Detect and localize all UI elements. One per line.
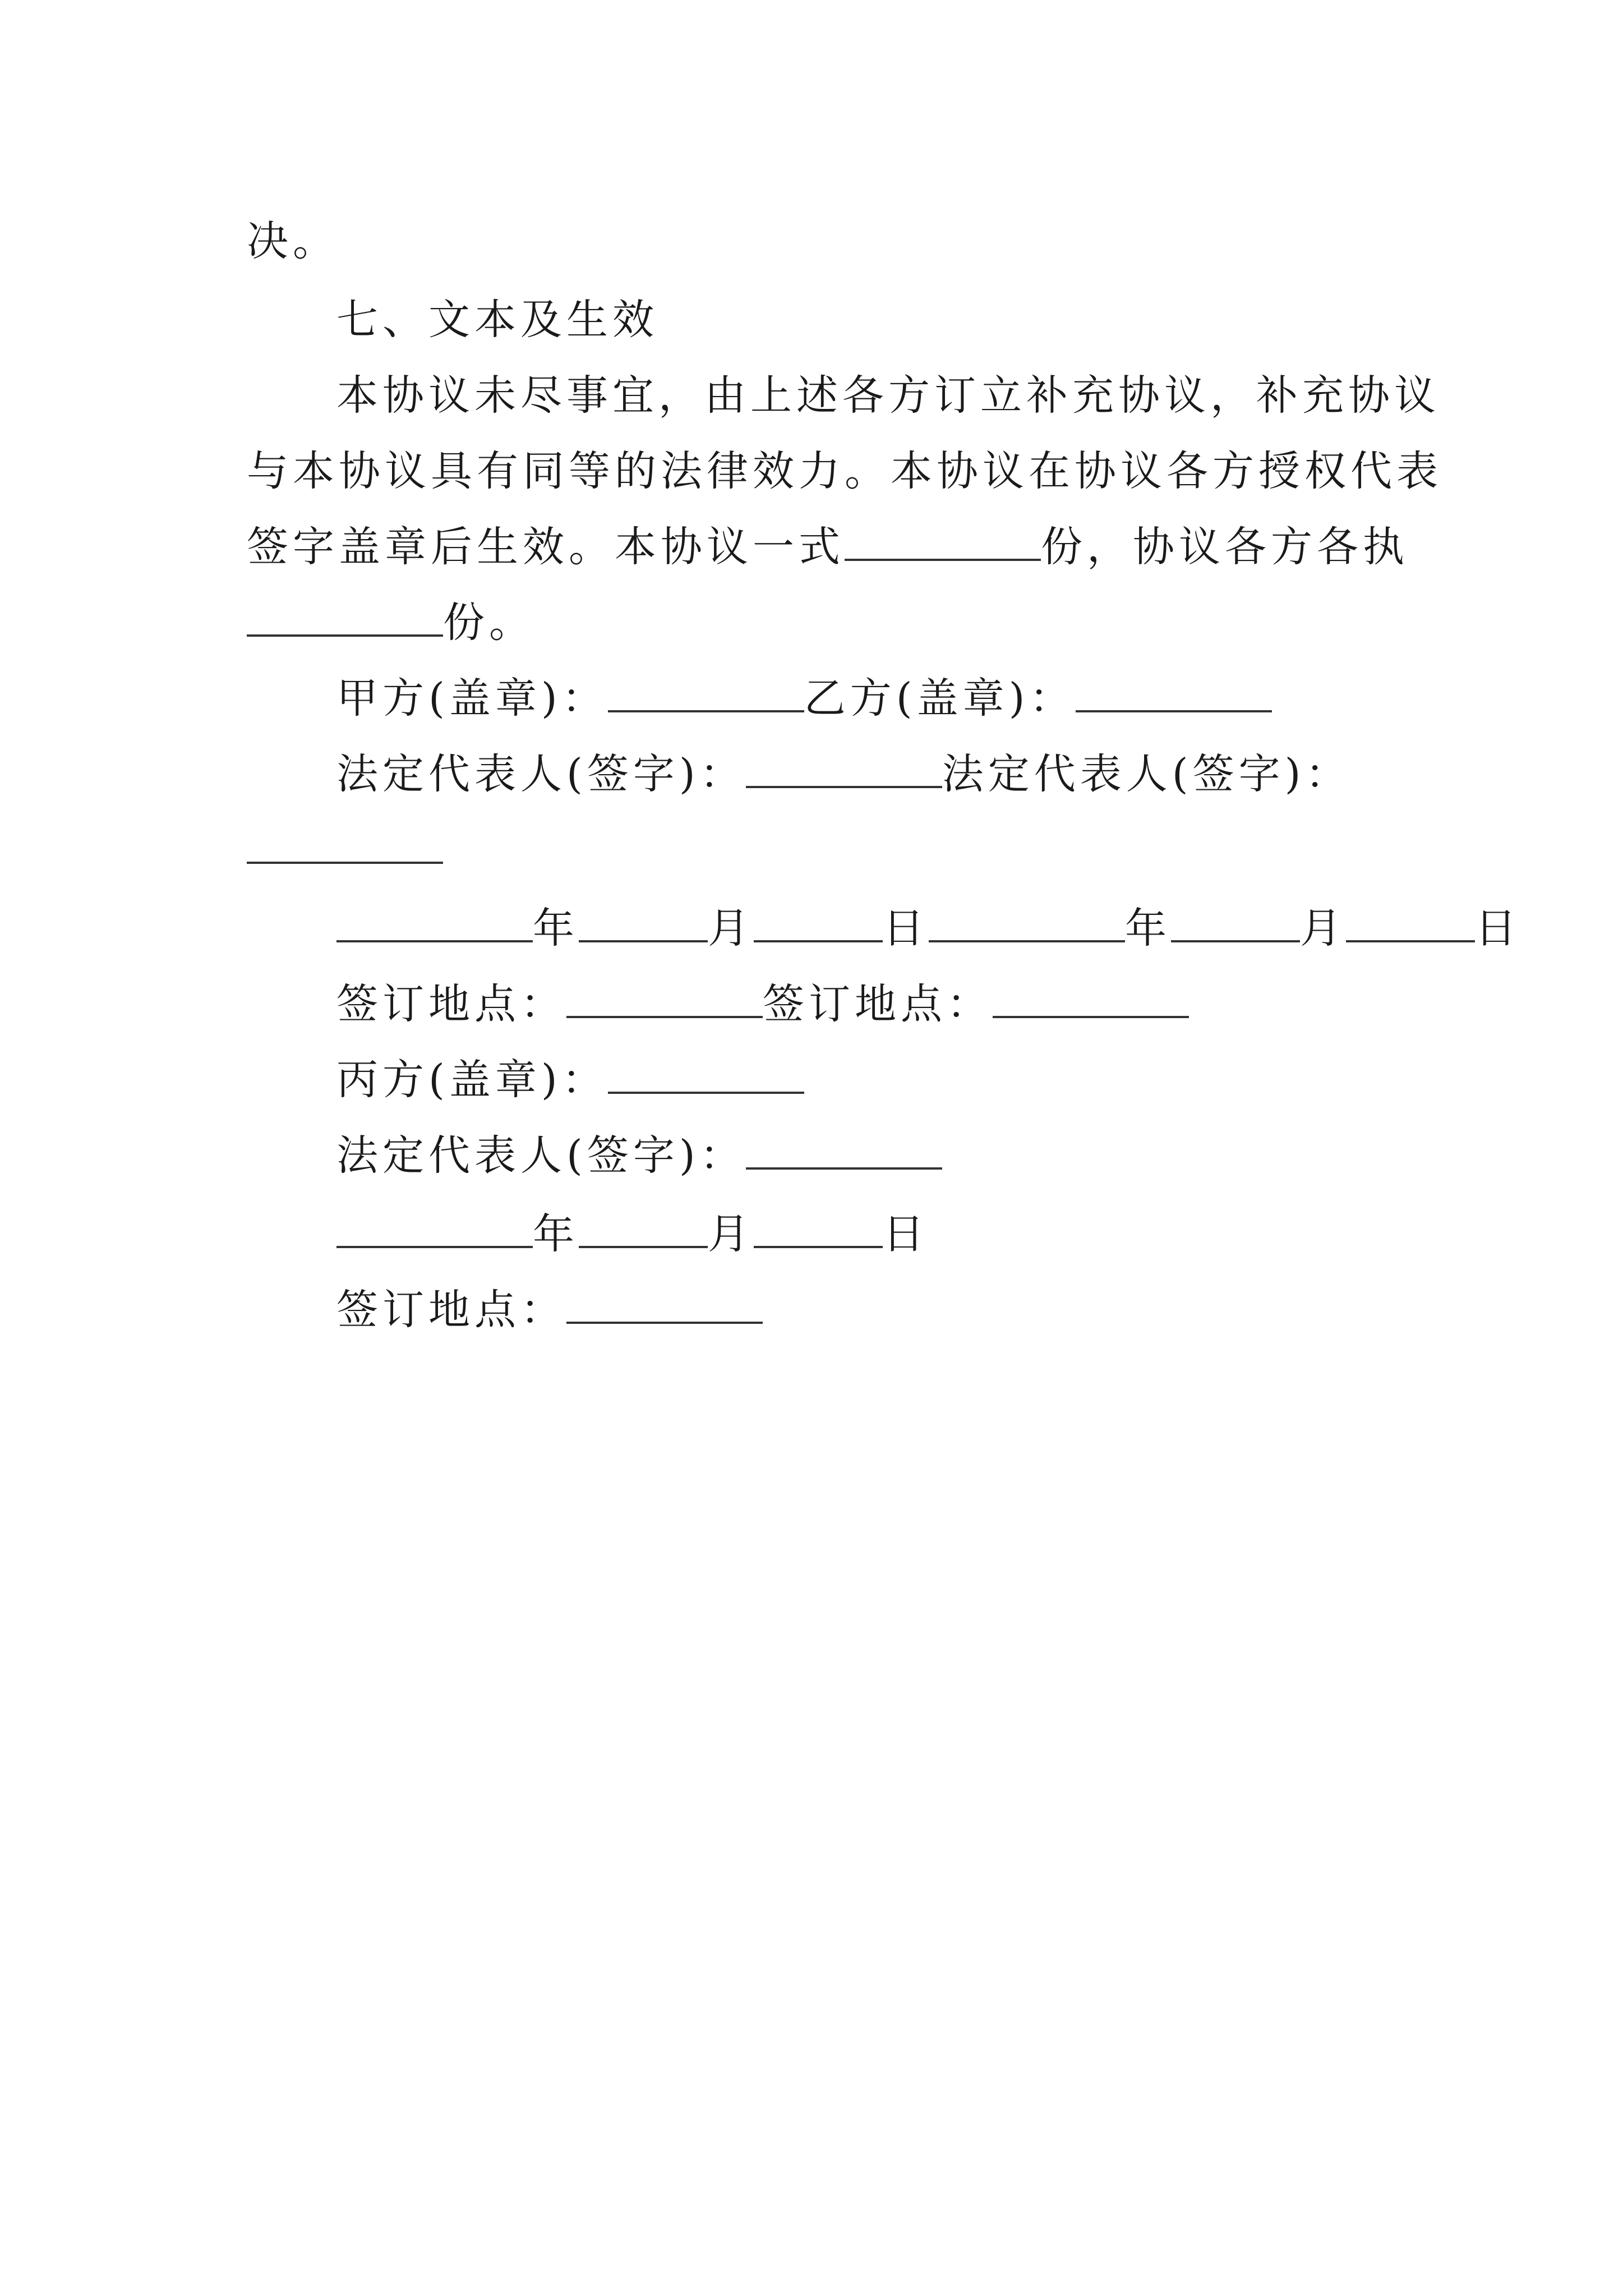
date-c-day-blank[interactable] [754,1207,883,1248]
year-label: 年 [533,1210,579,1258]
paragraph-text: 份，协议各方各执 [1041,523,1409,571]
legal-rep-b-label: 法定代表人(签字)： [942,750,1352,798]
day-label: 日 [883,1210,929,1258]
date-row-a-b [336,900,1521,956]
legal-rep-a-label: 法定代表人(签字)： [336,750,746,798]
date-a-year-blank[interactable] [336,901,533,942]
paragraph-line-1 [336,367,1481,424]
date-row-c [336,1206,1481,1262]
date-b-year-blank[interactable] [929,901,1125,942]
paragraph-text: 与本协议具有同等的法律效力。本协议在协议各方授权代表 [247,447,1442,495]
party-a-seal-blank[interactable] [608,671,804,712]
day-label: 日 [883,904,929,953]
copies-each-blank[interactable] [247,595,443,637]
date-c-year-blank[interactable] [336,1207,533,1248]
signing-place-row-a-b [336,976,1481,1032]
paragraph-text: 份。 [443,599,535,647]
legal-rep-b-blank[interactable] [247,828,443,864]
legal-rep-c-label: 法定代表人(签字)： [336,1131,746,1180]
party-a-seal-label: 甲方(盖章)： [336,674,608,723]
text-fragment: 决。 [247,217,339,265]
date-a-day-blank[interactable] [754,901,883,942]
paragraph-text: 签字盖章后生效。本协议一式 [247,523,845,571]
legal-rep-c-blank[interactable] [746,1128,942,1170]
legal-rep-row-c [336,1128,1481,1184]
seal-row-party-a-b [336,670,1481,726]
copies-total-blank[interactable] [845,519,1041,561]
paragraph-line-2 [247,443,1442,499]
date-b-month-blank[interactable] [1171,901,1300,942]
party-b-seal-blank[interactable] [1076,671,1272,712]
day-label: 日 [1475,904,1521,953]
legal-rep-b-blank-row [247,822,1391,878]
party-b-seal-label: 乙方(盖章)： [804,674,1076,723]
month-label: 月 [1300,904,1346,953]
signing-place-c-label: 签订地点： [336,1286,566,1334]
year-label: 年 [1125,904,1171,953]
date-c-month-blank[interactable] [579,1207,708,1248]
month-label: 月 [708,1210,754,1258]
paragraph-line-4 [247,595,1391,651]
signing-place-b-blank[interactable] [993,977,1189,1018]
seal-row-party-c [336,1052,1481,1108]
signing-place-row-c [336,1282,1481,1338]
month-label: 月 [708,904,754,953]
signing-place-c-blank[interactable] [566,1282,763,1324]
date-a-month-blank[interactable] [579,901,708,942]
year-label: 年 [533,904,579,953]
section-heading [336,292,1481,348]
paragraph-text: 本协议未尽事宜，由上述各方订立补充协议，补充协议 [336,371,1440,420]
legal-rep-a-blank[interactable] [746,747,942,788]
party-c-seal-label: 丙方(盖章)： [336,1056,608,1104]
section-heading-text: 七、文本及生效 [336,296,658,344]
signing-place-a-label: 签订地点： [336,980,566,1028]
signing-place-b-label: 签订地点： [763,980,993,1028]
signing-place-a-blank[interactable] [566,977,763,1018]
text-line-end-of-previous-clause [247,213,1391,269]
party-c-seal-blank[interactable] [608,1052,804,1094]
legal-rep-row-a-b [336,746,1481,802]
paragraph-line-3 [247,519,1409,575]
date-b-day-blank[interactable] [1346,901,1475,942]
